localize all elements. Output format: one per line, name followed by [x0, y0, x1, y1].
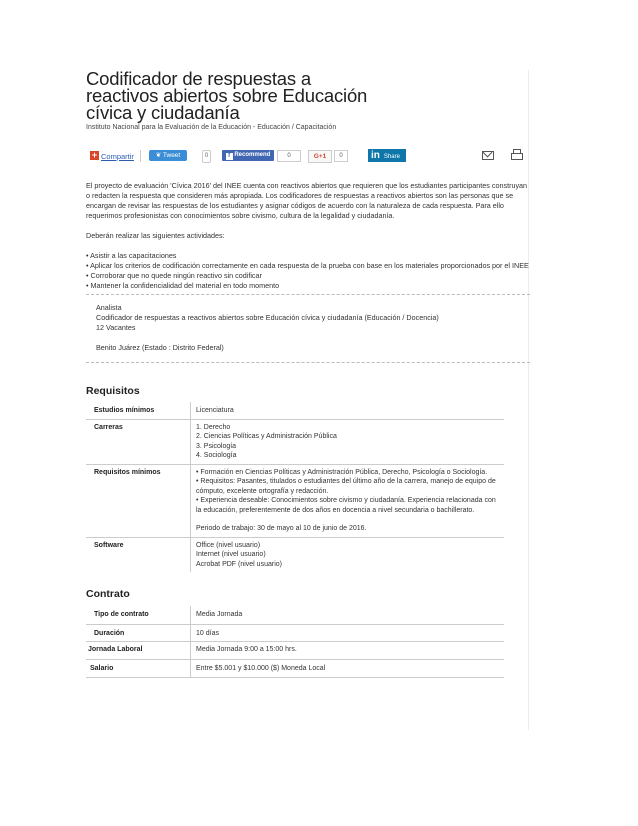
list-item: 2. Ciencias Políticas y Administración Pública — [196, 433, 337, 440]
facebook-recommend-button[interactable] — [222, 150, 274, 161]
list-item: • Aplicar los criterios de codificación correctamente en cada respuesta de la prueba con base en los materiales proporcionados por el INEE — [86, 261, 529, 270]
requisitos-minimos-value — [191, 464, 505, 537]
compartir-link[interactable]: Compartir — [101, 152, 134, 161]
position-level: Analista — [96, 303, 122, 312]
position-name: Codificador de respuestas a reactivos abiertos sobre Educación cívica y ciudadanía (Educación / Docencia) — [96, 313, 439, 322]
requisitos-table — [86, 402, 504, 572]
periodo-trabajo: Periodo de trabajo: 30 de mayo al 10 de junio de 2016. — [196, 525, 367, 532]
activities-intro: Deberán realizar las siguientes actividades: — [86, 231, 225, 240]
list-item: 1. Derecho — [196, 423, 231, 431]
activities-list — [86, 251, 530, 291]
table-row — [86, 464, 504, 537]
jornada-value: Media Jornada 9:00 a 15:00 hrs. — [191, 642, 505, 660]
jornada-key: Jornada Laboral — [86, 642, 191, 660]
email-icon[interactable] — [482, 151, 494, 160]
linkedin-share-button[interactable] — [368, 149, 406, 162]
table-row — [86, 606, 504, 624]
job-posting — [86, 70, 530, 678]
page-title: Codificador de respuestas a reactivos abiertos sobre Educación cívica y ciudadanía — [86, 68, 368, 123]
table-row — [86, 402, 504, 419]
list-item: Office (nivel usuario) — [196, 541, 261, 549]
facebook-icon: f — [226, 153, 233, 160]
carreras-value — [191, 419, 505, 464]
list-item: • Requisitos: Pasantes, titulados o estudiantes del último año de la carrera, manejo de equipo de cómputo, excelente ortografía y redacción. — [196, 478, 496, 495]
tipo-contrato-key: Tipo de contrato — [86, 606, 191, 624]
table-row — [86, 419, 504, 464]
linkedin-share-label: Share — [383, 154, 400, 160]
list-item: • Formación en Ciencias Políticas y Administración Pública, Derecho, Psicología o Sociología. — [196, 468, 488, 476]
vacancies: 12 Vacantes — [96, 323, 136, 332]
tweet-label: Tweet — [162, 152, 181, 159]
divider — [86, 294, 530, 295]
list-item: • Experiencia deseable: Conocimientos sobre civismo y ciudadanía. Experiencia relacionada con la educación, preferentemente de dos años en docencia a nivel secundaria o bachillerato. — [196, 497, 496, 514]
linkedin-icon: in — [371, 150, 380, 161]
list-item: Internet (nivel usuario) — [196, 551, 266, 558]
google-plus-button[interactable]: G+1 — [308, 150, 332, 163]
separator — [140, 150, 141, 162]
location: Benito Juárez (Estado : Distrito Federal) — [96, 343, 224, 352]
table-row — [86, 624, 504, 642]
duracion-key: Duración — [86, 624, 191, 642]
institution-subtitle: Instituto Nacional para la Evaluación de la Educación - Educación / Capacitación — [86, 124, 337, 131]
list-item: 3. Psicología — [196, 442, 237, 450]
software-key: Software — [94, 541, 124, 549]
software-value — [191, 537, 505, 572]
table-row — [86, 537, 504, 572]
tipo-contrato-value: Media Jornada — [191, 606, 505, 624]
table-row — [86, 659, 504, 678]
share-plus-icon[interactable]: + — [91, 150, 98, 160]
print-icon[interactable] — [511, 149, 521, 160]
carreras-key: Carreras — [86, 419, 191, 464]
intro-paragraph: El proyecto de evaluación 'Cívica 2016' del INEE cuenta con reactivos abiertos que requieren que los estudiantes participantes construyan o redacten la respuesta que consideren más apropiada. Los codificadores de respuestas a reactivos abiertos son las personas que se encargan de revisar las respuestas de los estudiantes y asignar códigos de acuerdo con la naturaleza de cada respuesta. Para ello requerimos profesionistas con conocimientos sobre civismo, cultura de la legalidad y ciudadanía. — [86, 181, 528, 220]
table-row — [86, 642, 504, 660]
tweet-button[interactable]: ❦ Tweet — [149, 150, 187, 161]
share-bar — [86, 146, 530, 168]
tweet-count: 0 — [202, 150, 211, 163]
estudios-value: Licenciatura — [191, 402, 505, 419]
list-item: 4. Sociología — [196, 452, 237, 459]
position-block — [86, 303, 530, 353]
list-item: • Mantener la confidencialidad del material en todo momento — [86, 281, 280, 290]
contrato-heading: Contrato — [86, 588, 130, 600]
requisitos-minimos-key: Requisitos mínimos — [86, 464, 191, 537]
list-item: • Corroborar que no quede ningún reactivo sin codificar — [86, 271, 262, 280]
salario-value: Entre $5.001 y $10.000 ($) Moneda Local — [191, 659, 505, 678]
facebook-count: 0 — [277, 150, 301, 162]
duracion-value: 10 días — [191, 624, 505, 642]
salario-key: Salario — [86, 659, 191, 678]
estudios-key: Estudios mínimos — [86, 402, 191, 419]
google-plus-count: 0 — [334, 150, 348, 162]
list-item: • Asistir a las capacitaciones — [86, 251, 177, 260]
list-item: Acrobat PDF (nivel usuario) — [196, 560, 282, 568]
requisitos-heading: Requisitos — [86, 385, 140, 397]
contrato-table — [86, 606, 504, 678]
divider — [86, 362, 530, 363]
recommend-label: Recommend — [234, 152, 271, 158]
